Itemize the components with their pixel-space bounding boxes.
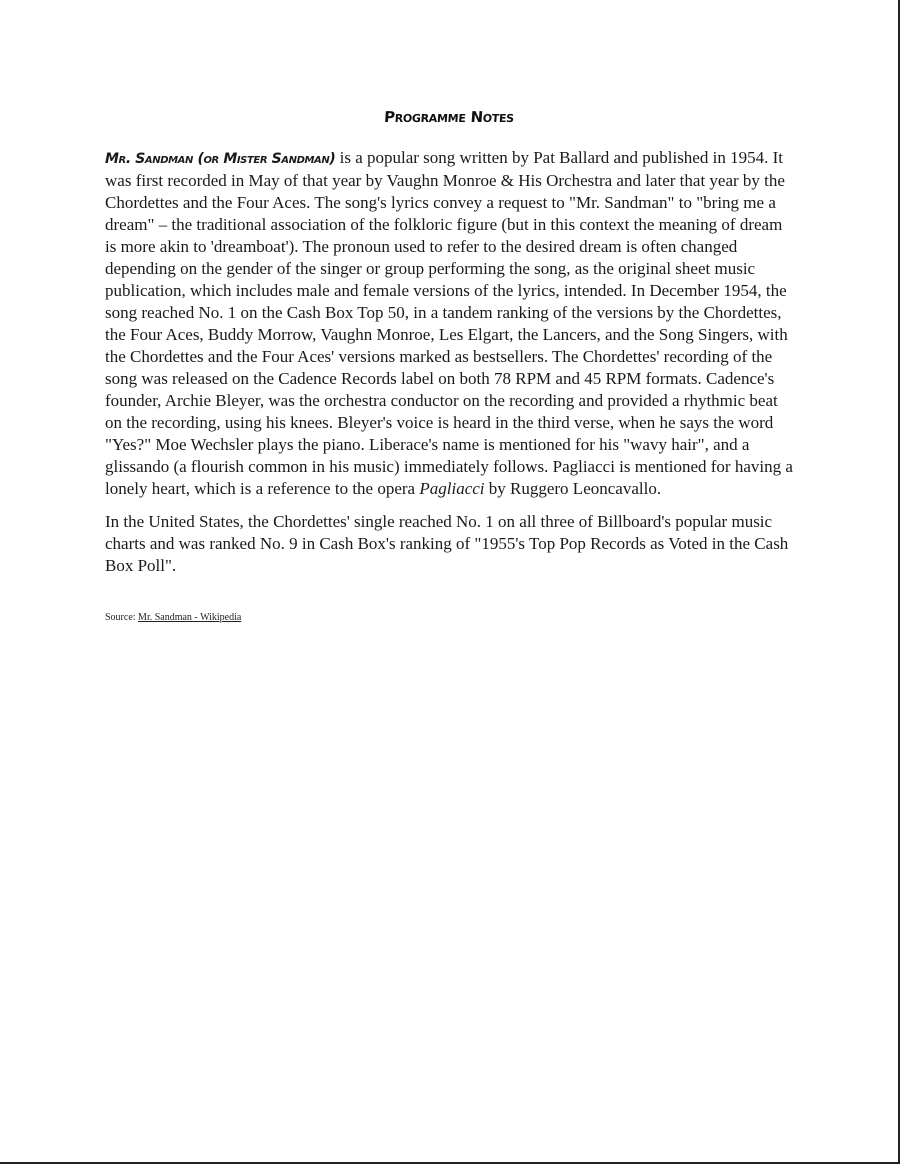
programme-notes-body [105,147,795,588]
paragraph-1-text-a: is a popular song written by Pat Ballard and published in 1954. It was first recorded in May of that year by Vaughn Monroe & His Orchestra and later that year by the Chordettes and the Four Aces. The song's lyrics convey a request to "Mr. Sandman" to "bring me a dream" – the traditional association of the folkloric figure (but in this context the meaning of dream is more akin to 'dreamboat'). The pronoun used to refer to the desired dream is often changed depending on the gender of the singer or group performing the song, as the original sheet music publication, which includes male and female versions of the lyrics, intended. In December 1954, the song reached No. 1 on the Cash Box Top 50, in a tandem ranking of the versions by the Chordettes, the Four Aces, Buddy Morrow, Vaughn Monroe, Les Elgart, the Lancers, and the Song Singers, with the Chordettes and the Four Aces' versions marked as bestsellers. The Chordettes' recording of the song was released on the Cadence Records label on both 78 RPM and 45 RPM formats. Cadence's founder, Archie Bleyer, was the orchestra conductor on the recording and provided a rhythmic beat on the recording, using his knees. Bleyer's voice is heard in the third verse, when he says the word "Yes?" Moe Wechsler plays the piano. Liberace's name is mentioned for his "wavy hair", and a glissando (a flourish common in his music) immediately follows. Pagliacci is mentioned for having a lonely heart, which is a reference to the opera [105,148,793,498]
opera-title: Pagliacci [419,479,485,498]
song-title: Mr. Sandman (or Mister Sandman) [105,151,336,167]
paragraph-2: In the United States, the Chordettes' single reached No. 1 on all three of Billboard's popular music charts and was ranked No. 9 in Cash Box's ranking of "1955's Top Pop Records as Voted in the Cash Box Poll". [105,512,789,575]
source-link[interactable]: Mr. Sandman - Wikipedia [138,612,242,623]
source-line [105,612,241,623]
page-heading: Programme Notes [383,108,515,126]
source-label: Source: [105,612,139,623]
paragraph-1-text-b: by Ruggero Leoncavallo. [484,479,662,498]
paragraph-1 [105,147,795,500]
